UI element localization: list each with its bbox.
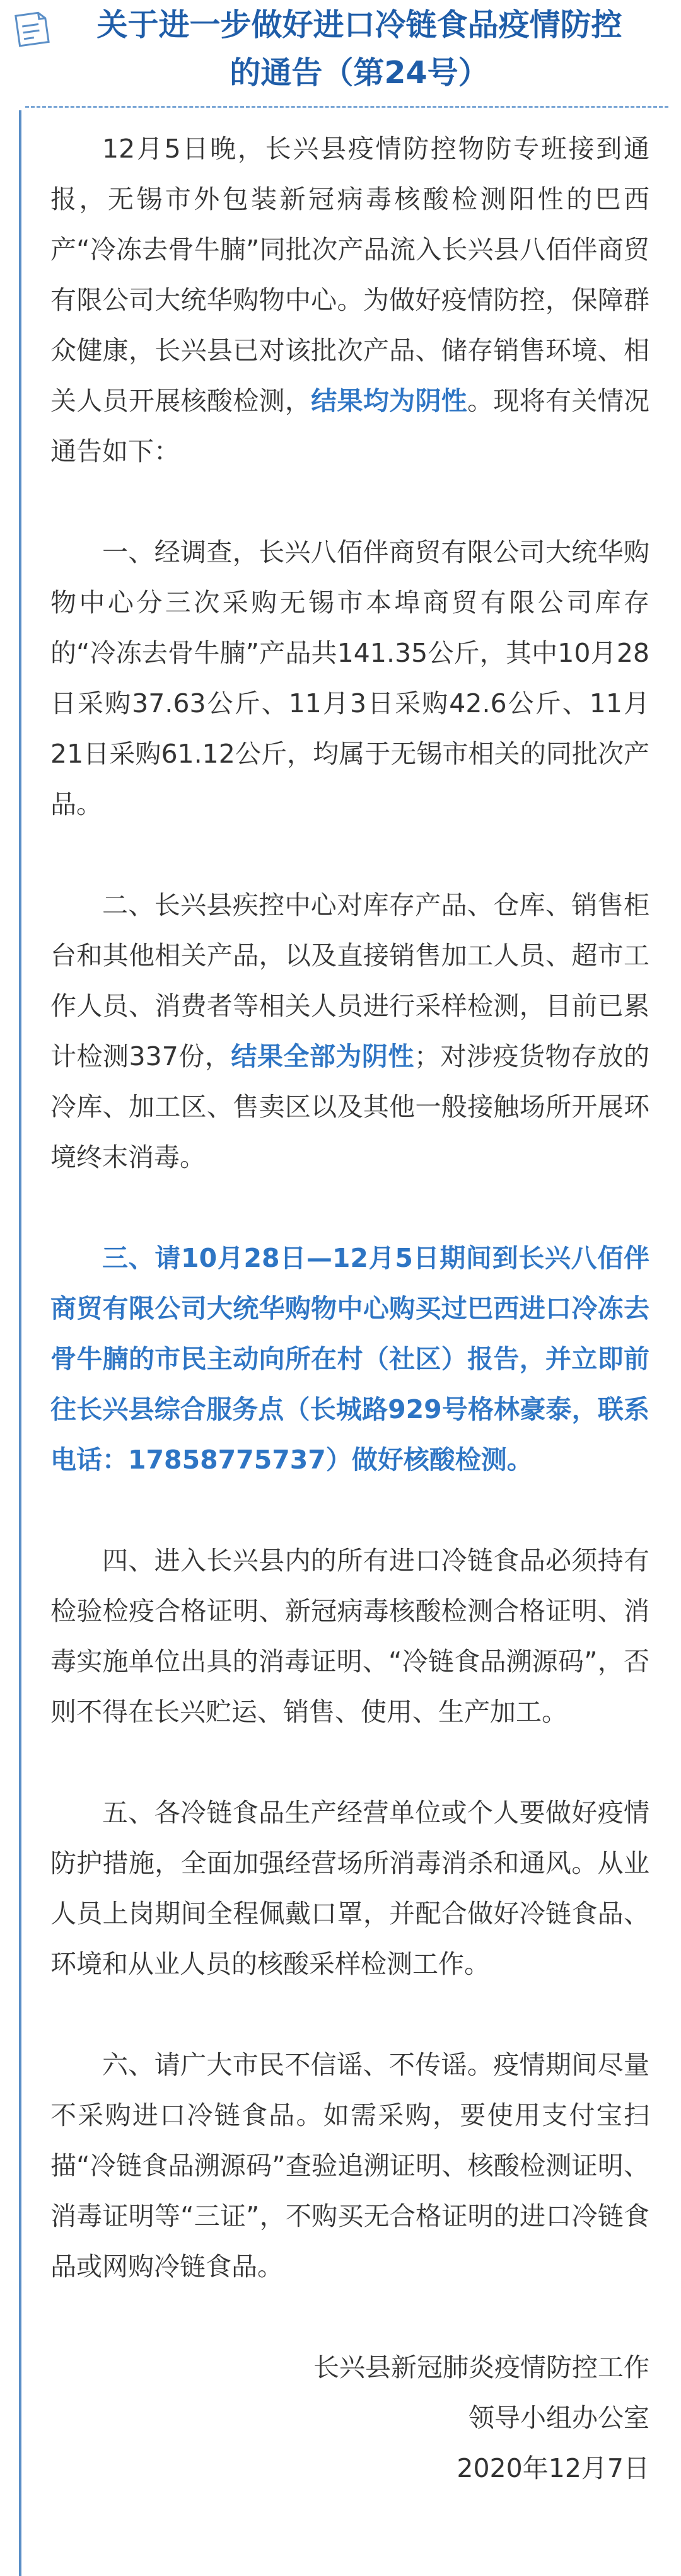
item-2-paragraph [50,880,649,1182]
spacer [50,1737,649,1788]
item-4-paragraph: 四、进入长兴县内的所有进口冷链食品必须持有检验检疫合格证明、新冠病毒核酸检测合格证明、消毒实施单位出具的消毒证明、“冷链食品溯源码”，否则不得在长兴贮运、销售、使用、生产加工。 [50,1545,649,1727]
item-3-paragraph: 三、请10月28日—12月5日期间到长兴八佰伴商贸有限公司大统华购物中心购买过巴西进口冷冻去骨牛腩的市民主动向所在村（社区）报告，并立即前往长兴县综合服务点（长城路929号格林豪泰，联系电话：17858775737）做好核酸检测。 [50,1243,649,1475]
item-2-text-1: 二、长兴县疾控中心对库存产品、仓库、销售柜台和其他相关产品，以及直接销售加工人员、超市工作人员、消费者等相关人员进行采样检测，目前已累计检测337份， [50,890,649,1071]
intro-paragraph [50,124,649,477]
spacer [50,1182,649,1233]
spacer [50,829,649,880]
title-area [0,0,681,110]
title-divider [25,106,668,108]
intro-highlight: 结果均为阴性 [311,386,468,416]
item-2-text-2: ；对涉疫货物存放的冷库、加工区、售卖区以及其他一般接触场所开展环境终末消毒。 [50,1041,649,1172]
title-line-1: 关于进一步做好进口冷链食品疫情防控 [96,7,622,43]
spacer [50,2292,649,2342]
intro-text-2: 。现将有关情况通告如下： [50,386,650,466]
intro-text-1: 12月5日晚，长兴县疫情防控物防专班接到通报，无锡市外包装新冠病毒核酸检测阳性的巴西产“冷冻去骨牛腩”同批次产品流入长兴县八佰伴商贸有限公司大统华购物中心。为做好疫情防控，保障群众健康，长兴县已对该批次产品、储存销售环境、相关人员开展核酸检测， [50,134,649,416]
item-6-paragraph: 六、请广大市民不信谣、不传谣。疫情期间尽量不采购进口冷链食品。如需采购，要使用支付宝扫描“冷链食品溯源码”查验追溯证明、核酸检测证明、消毒证明等“三证”，不购买无合格证明的进口冷链食品或网购冷链食品。 [50,2050,649,2282]
left-accent-line [19,110,21,2576]
note-icon [11,9,52,49]
spacer [50,477,649,527]
signature-org-line-1: 长兴县新冠肺炎疫情防控工作 [313,2352,649,2383]
notice-body [50,124,649,2493]
spacer [50,1485,649,1535]
item-2-highlight: 结果全部为阴性 [231,1041,414,1071]
title-line-2: 的通告（第24号） [230,55,489,91]
item-1-paragraph: 一、经调查，长兴八佰伴商贸有限公司大统华购物中心分三次采购无锡市本埠商贸有限公司库存的“冷冻去骨牛腩”产品共141.35公斤，其中10月28日采购37.63公斤、11月3日采购42.6公斤、11月21日采购61.12公斤，均属于无锡市相关的同批次产品。 [50,537,649,819]
page-title [76,1,643,97]
item-5-paragraph: 五、各冷链食品生产经营单位或个人要做好疫情防护措施，全面加强经营场所消毒消杀和通风。从业人员上岗期间全程佩戴口罩，并配合做好冷链食品、环境和从业人员的核酸采样检测工作。 [50,1798,649,1979]
signature-org-line-2: 领导小组办公室 [469,2403,649,2433]
signature-date: 2020年12月7日 [457,2453,649,2483]
spacer [50,1989,649,2040]
